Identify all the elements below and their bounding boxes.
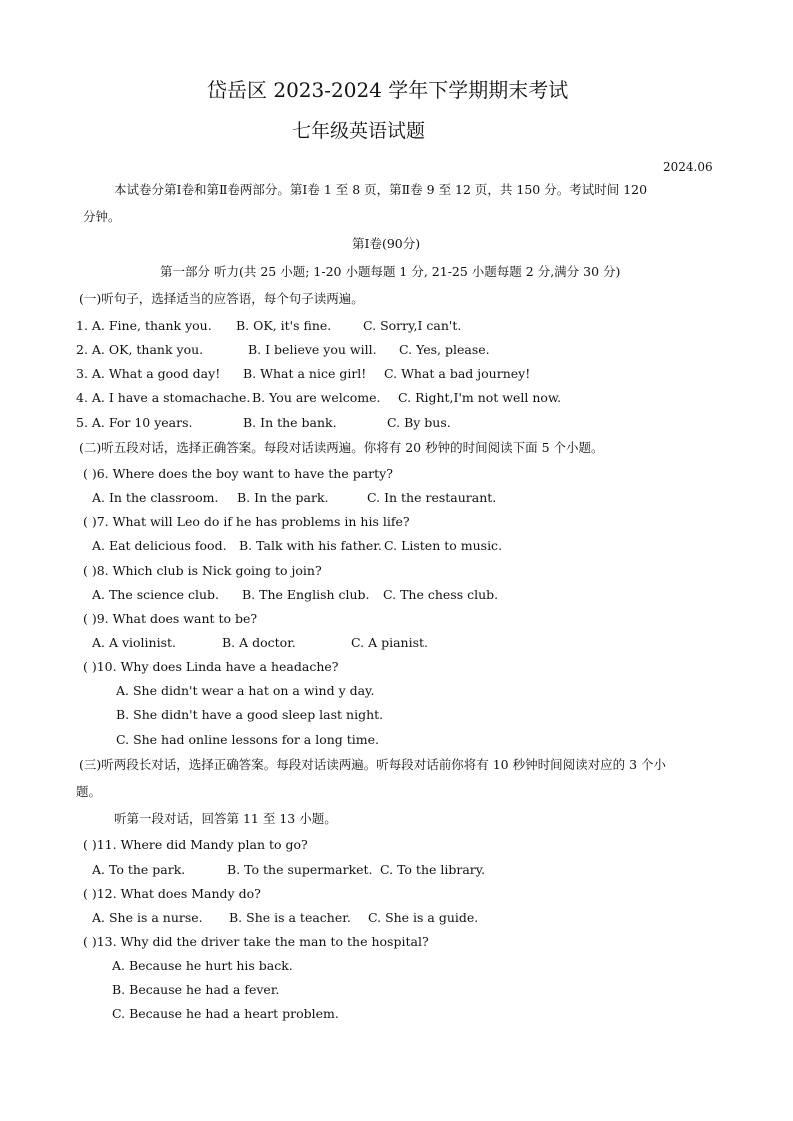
question-stem: ( )12. What does Mandy do? [83,886,261,901]
option-c: C. By bus. [387,415,451,430]
option-b: B. Talk with his father. [239,538,382,553]
option-a: A. Eat delicious food. [92,538,227,553]
section-2-heading: (二)听五段对话，选择正确答案。每段对话读两遍。你将有 20 秒钟的时间阅读下面 5 个小题。 [79,440,604,455]
question-stem: ( )8. Which club is Nick going to join? [83,563,322,578]
option-b: B. The English club. [242,587,370,602]
option-c: C. Listen to music. [384,538,503,553]
option-a: A. A violinist. [92,635,177,650]
option-b: B. In the bank. [243,415,337,430]
section-3-sub-heading: 听第一段对话，回答第 11 至 13 小题。 [114,811,337,826]
option-c: C. The chess club. [383,587,499,602]
question-stem: ( )11. Where did Mandy plan to go? [83,837,308,852]
option-b: B. To the supermarket. [227,862,373,877]
option-b: B. A doctor. [222,635,296,650]
option-a: A. The science club. [92,587,219,602]
option-b: B. She didn't have a good sleep last night. [116,707,384,722]
option-c: C. Yes, please. [399,342,490,357]
question-stem: ( )10. Why does Linda have a headache? [83,659,339,674]
option-a: A. To the park. [92,862,186,877]
intro-line-1: 本试卷分第Ⅰ卷和第Ⅱ卷两部分。第Ⅰ卷 1 至 8 页，第Ⅱ卷 9 至 12 页，共 150 分。考试时间 120 [114,182,648,197]
section-3-heading-line-2: 题。 [76,784,102,799]
exam-date: 2024.06 [663,160,713,174]
part-heading: 第一部分 听力(共 25 小题; 1-20 小题每题 1 分, 21-25 小题每题 2 分,满分 30 分) [160,264,621,279]
option-a: A. She is a nurse. [92,910,203,925]
intro-line-2: 分钟。 [83,209,121,224]
option-a: 4. A. I have a stomachache. [76,390,251,405]
exam-subtitle: 七年级英语试题 [292,120,426,142]
option-c: C. Because he had a heart problem. [112,1006,339,1021]
option-c: C. She had online lessons for a long time. [116,732,380,747]
exam-title: 岱岳区 2023-2024 学年下学期期末考试 [207,78,569,102]
option-a: A. She didn't wear a hat on a wind y day. [116,683,375,698]
option-b: B. She is a teacher. [229,910,351,925]
option-c: C. In the restaurant. [367,490,497,505]
option-b: B. OK, it's fine. [236,318,332,333]
option-a: 3. A. What a good day! [76,366,221,381]
option-c: C. She is a guide. [368,910,479,925]
question-stem: ( )9. What does want to be? [83,611,258,626]
section-3-heading-line-1: (三)听两段长对话，选择正确答案。每段对话读两遍。听每段对话前你将有 10 秒钟时间阅读对应的 3 个小 [79,757,667,772]
volume-heading: 第Ⅰ卷(90分) [352,236,421,251]
question-stem: ( )13. Why did the driver take the man to the hospital? [83,934,429,949]
option-c: C. Right,I'm not well now. [398,390,562,405]
option-a: 2. A. OK, thank you. [76,342,204,357]
option-a: A. Because he hurt his back. [112,958,293,973]
option-b: B. I believe you will. [248,342,377,357]
option-b: B. Because he had a fever. [112,982,280,997]
section-1-heading: (一)听句子，选择适当的应答语，每个句子读两遍。 [79,291,364,306]
option-a: 5. A. For 10 years. [76,415,193,430]
option-c: C. A pianist. [351,635,428,650]
option-a: A. In the classroom. [92,490,219,505]
option-b: B. What a nice girl! [243,366,367,381]
question-stem: ( )6. Where does the boy want to have the party? [83,466,393,481]
option-c: C. Sorry,I can't. [363,318,462,333]
option-c: C. To the library. [380,862,486,877]
question-stem: ( )7. What will Leo do if he has problems in his life? [83,514,410,529]
option-b: B. You are welcome. [252,390,381,405]
option-b: B. In the park. [237,490,329,505]
option-c: C. What a bad journey! [384,366,531,381]
option-a: 1. A. Fine, thank you. [76,318,212,333]
